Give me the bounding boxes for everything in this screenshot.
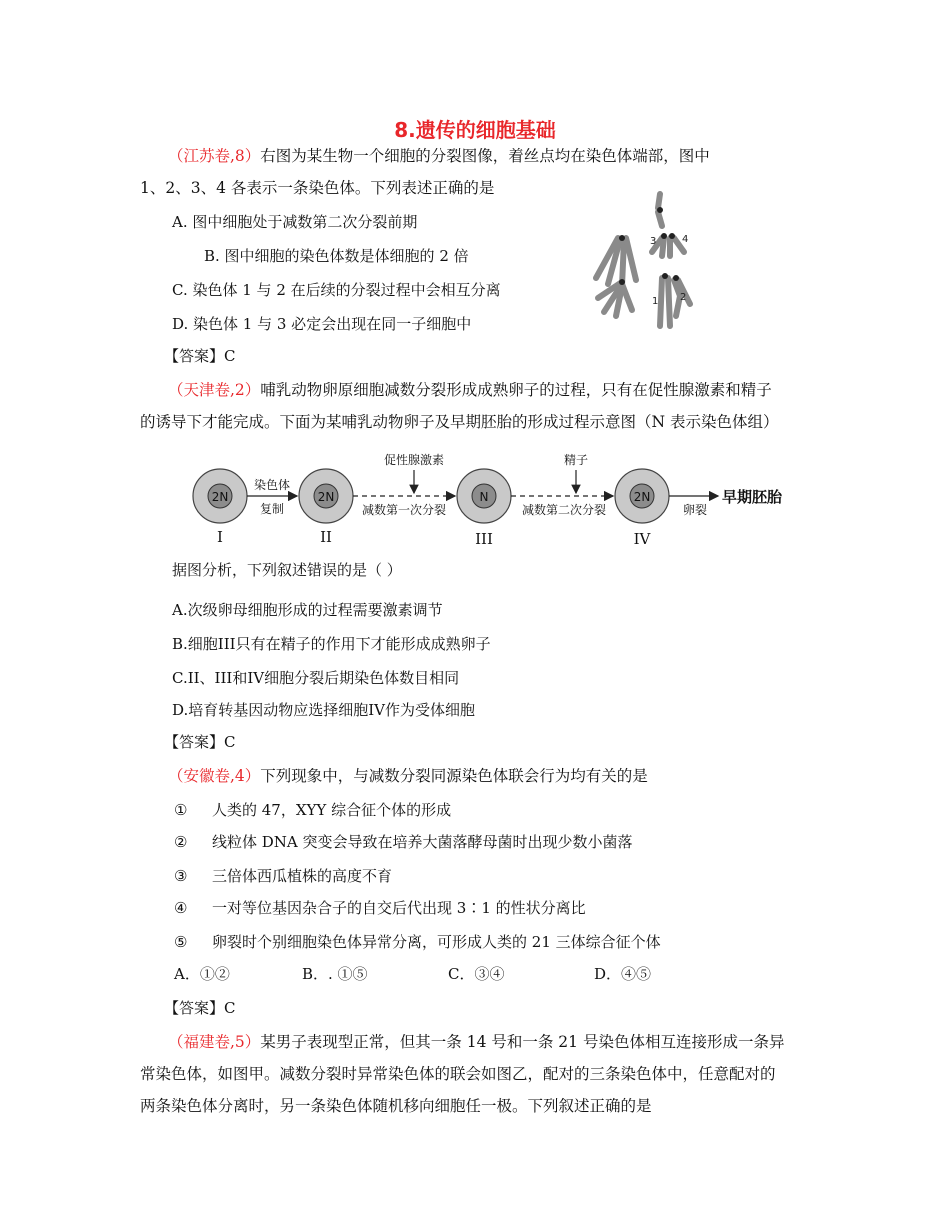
- figure-label-2: 2: [680, 292, 687, 303]
- hormone-label: 促性腺激素: [383, 453, 445, 467]
- q3-item-3: [174, 866, 392, 886]
- cell-i-label: 2N: [211, 490, 229, 504]
- cell-iii: [457, 469, 511, 523]
- q1-option-d: D. 染色体 1 与 3 必定会出现在同一子细胞中: [172, 315, 472, 333]
- cell-iv-label: 2N: [633, 490, 651, 504]
- q2-option-c: C.II、III和IV细胞分裂后期染色体数目相同: [172, 669, 460, 687]
- figure-label-4: 4: [682, 234, 689, 245]
- figure-label-3: 3: [650, 236, 657, 247]
- q4-stem-1: 某男子表现型正常，但其一条 14 号和一条 21 号染色体相互连接形成一条异: [260, 1033, 785, 1051]
- q2-prompt: 据图分析，下列叙述错误的是（ ）: [172, 561, 402, 579]
- meiosis-2-label: 减数第二次分裂: [521, 503, 607, 517]
- q3-choice-b: B．. ①⑤: [302, 965, 368, 983]
- q3-item-2-text: 线粒体 DNA 突变会导致在培养大菌落酵母菌时出现少数小菌落: [212, 833, 633, 851]
- q3-item-2: [174, 832, 633, 852]
- oocyte-formation-diagram: [190, 450, 800, 550]
- q3-stem: 下列现象中，与减数分裂同源染色体联会行为均有关的是: [260, 767, 648, 785]
- q1-stem-1: 右图为某生物一个细胞的分裂图像，着丝点均在染色体端部，图中: [260, 147, 710, 165]
- page-title: 8.遗传的细胞基础: [394, 118, 556, 142]
- q3-source: （安徽卷,4）: [168, 767, 261, 785]
- q3-item-3-num: ③: [174, 867, 188, 885]
- q2-stem-2: 的诱导下才能完成。下面为某哺乳动物卵子及早期胚胎的形成过程示意图（N 表示染色体组）: [140, 413, 779, 431]
- q3-item-4-text: 一对等位基因杂合子的自交后代出现 3∶1 的性状分离比: [212, 899, 586, 917]
- q3-item-5-text: 卵裂时个别细胞染色体异常分离，可形成人类的 21 三体综合征个体: [212, 933, 661, 951]
- q4-stem-line-1: [168, 1032, 784, 1052]
- cell-ii: [299, 469, 353, 523]
- roman-iii: III: [475, 530, 493, 548]
- q3-item-1-num: ①: [174, 801, 188, 819]
- q3-item-3-text: 三倍体西瓜植株的高度不育: [212, 867, 393, 885]
- q3-choice-a: A．①②: [174, 965, 230, 983]
- q3-item-1-text: 人类的 47，XYY 综合征个体的形成: [212, 801, 452, 819]
- cell-division-figure: [578, 186, 718, 336]
- roman-i: I: [217, 528, 223, 546]
- q1-option-a: A. 图中细胞处于减数第二次分裂前期: [172, 213, 418, 231]
- q1-option-c: C. 染色体 1 与 2 在后续的分裂过程中会相互分离: [172, 281, 501, 299]
- step-1-bottom-label: 复制: [259, 502, 285, 516]
- q2-stem-line-1: [168, 380, 772, 400]
- meiosis-1-label: 减数第一次分裂: [361, 503, 447, 517]
- q3-answer: 【答案】C: [164, 999, 236, 1017]
- q3-item-2-num: ②: [174, 833, 188, 851]
- q1-stem-2: 1、2、3、4 各表示一条染色体。下列表述正确的是: [140, 179, 495, 197]
- q3-item-5-num: ⑤: [174, 933, 188, 951]
- cell-iv: [615, 469, 669, 523]
- roman-ii: II: [320, 528, 332, 546]
- cell-ii-label: 2N: [317, 490, 335, 504]
- cell-iii-label: N: [479, 490, 489, 504]
- q1-source: （江苏卷,8）: [168, 147, 261, 165]
- q3-item-1: [174, 800, 451, 820]
- roman-iv: IV: [633, 530, 651, 548]
- early-embryo-label: 早期胚胎: [722, 488, 783, 506]
- q4-stem-2: 常染色体，如图甲。减数分裂时异常染色体的联会如图乙，配对的三条染色体中，任意配对的: [140, 1065, 776, 1083]
- q3-item-5: [174, 932, 661, 952]
- q2-option-a: A.次级卵母细胞形成的过程需要激素调节: [172, 601, 443, 619]
- sperm-label: 精子: [563, 453, 589, 467]
- q3-item-4: [174, 898, 586, 918]
- q1-answer: 【答案】C: [164, 347, 236, 365]
- q2-option-d: D.培育转基因动物应选择细胞IV作为受体细胞: [172, 701, 476, 719]
- q4-stem-3: 两条染色体分离时，另一条染色体随机移向细胞任一极。下列叙述正确的是: [140, 1097, 652, 1115]
- q1-stem-line-1: [168, 146, 710, 166]
- figure-label-1: 1: [652, 296, 659, 307]
- q1-option-b: B. 图中细胞的染色体数是体细胞的 2 倍: [204, 247, 469, 265]
- step-1-top-label: 染色体: [253, 478, 291, 492]
- q4-source: （福建卷,5）: [168, 1033, 261, 1051]
- cleavage-label: 卵裂: [682, 503, 708, 517]
- q3-choice-d: D．④⑤: [594, 965, 652, 983]
- q2-source: （天津卷,2）: [168, 381, 261, 399]
- q3-choice-c: C．③④: [448, 965, 505, 983]
- q2-option-b: B.细胞III只有在精子的作用下才能形成成熟卵子: [172, 635, 491, 653]
- q3-stem-line: [168, 766, 648, 786]
- q2-answer: 【答案】C: [164, 733, 236, 751]
- q2-stem-1: 哺乳动物卵原细胞减数分裂形成成熟卵子的过程，只有在促性腺激素和精子: [260, 381, 772, 399]
- cell-i: [193, 469, 247, 523]
- q3-item-4-num: ④: [174, 899, 188, 917]
